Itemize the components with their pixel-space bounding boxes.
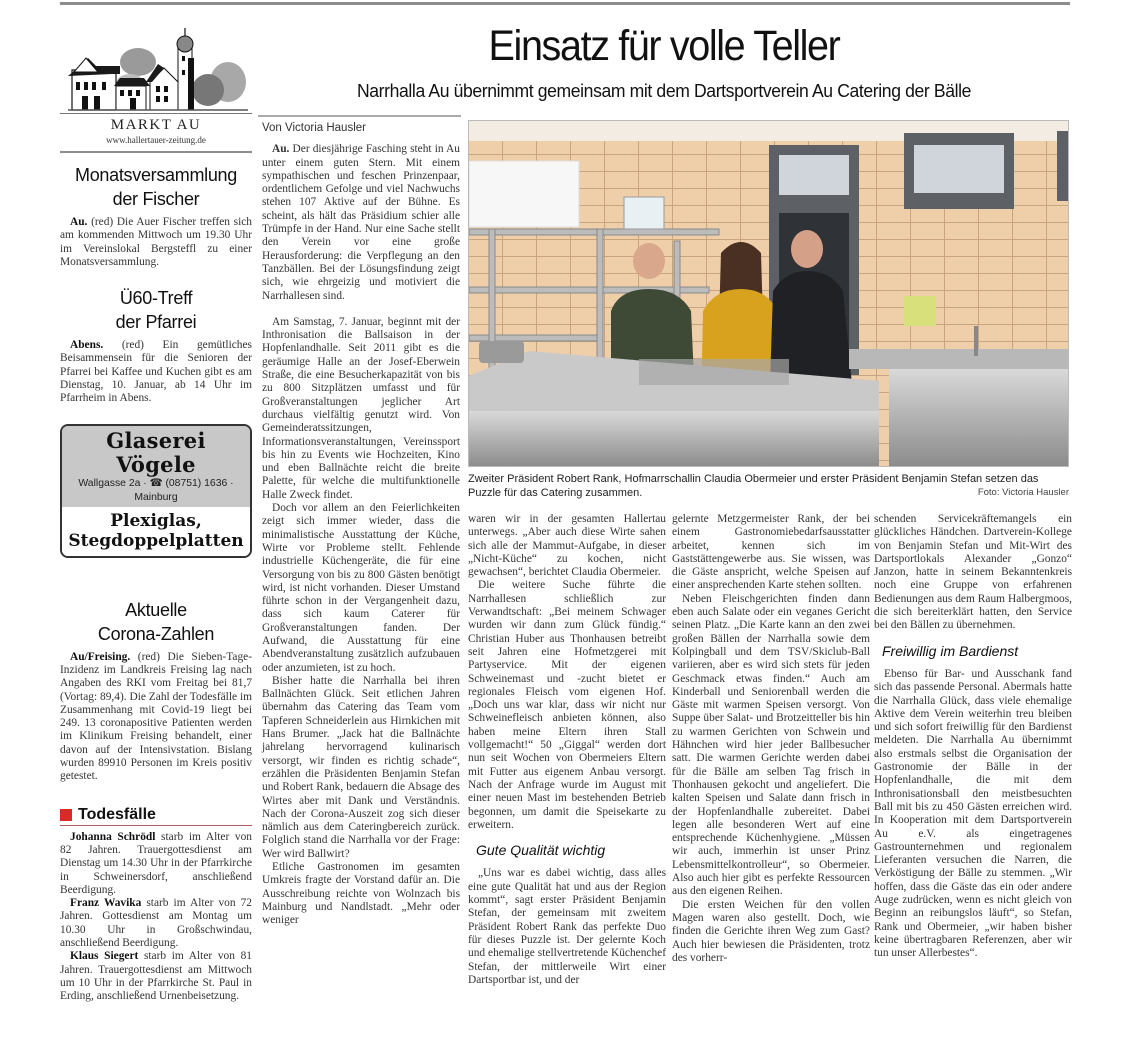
obituaries-title: Todesfälle [60,806,252,826]
section-divider [60,151,252,153]
photo-caption [468,472,1069,500]
paragraph: Etliche Gastronomen im gesamten Umkreis fragte der Vorstand dafür an. Die Ausschreibung reichte von Wolnzach bis Mainburg und Nandlstadt. „Mehr oder weniger [262,861,460,927]
paragraph: Ebenso für Bar- und Ausschank fand sich das passende Personal. Abermals hatte die Narrhalla Glück, dass viele ehemalige Aktive dem Verein weiterhin treu bleiben und sich sofort freiwillig für den Bardienst meldeten. Die Narrhalla Au übernimmt also erstmals selbst die Organisation der Gastronomie der Bälle in der Hopfenlandhalle, die mit dem Inthronisationsball den meistbesuchten Ball mit bis zu 450 Gästen erreichen wird. In Kooperation mit dem Dartsportverein Au e.V. als eingetragenes Gastrounternehmen und regionalem Lieferanten versuchen die Narren, die Verköstigung der Bälle zu stemmen. „Wir hoffen, dass die Gäste das ein oder andere Auge zudrücken, wenn es nicht gleich von Beginn an reibungslos läuft“, so Stefan, Rank und Obermeier, „wir haben bisher keine übertragbaren Referenzen, aber wir tun unser Allerbestes“. [874,667,1072,960]
left-column [60,10,252,1004]
brief-title: Ü60-Treff der Pfarrei [115,288,197,333]
article-subheadline: Narrhalla Au übernimmt gemeinsam mit dem Dartsportverein Au Catering der Bälle [356,80,972,101]
ad-product-1: Plexiglas, [110,510,202,531]
obituary-entry: Klaus Siegert starb im Alter von 81 Jahren. Trauergottesdienst am Mittwoch um 10 Uhr in der Pfarrkirche St. Paul in Erding, anschließend Urnenbeisetzung. [60,950,252,1003]
article-photo[interactable] [468,120,1069,467]
paragraph: Die ersten Weichen für den vollen Magen waren also gestellt. Doch, wie finden die Gerichte ihren Weg zum Gast? Auch hier bewiesen die Präsidenten, trotz des vorherr- [672,898,870,964]
ad-address: Wallgasse 2a · ☎ (08751) 1636 · Mainburg [78,477,234,503]
logo-divider [60,113,252,114]
brief-title: Aktuelle Corona-Zahlen [97,599,215,644]
ad-company: Glaserei Vögele [106,427,206,477]
article-column-3 [672,513,870,965]
paragraph: Neben Fleischgerichten finden dann eben auch Salate oder ein veganes Gericht seinen Platz. „Die Karte kann an den zwei großen Bällen der Narrhalla sowie dem Kolpingball und dem TSV/Skiclub-Ball variieren, aber es wird sich stets für jeden Geschmack etwas finden.“ Auch am Kinderball und Seniorenball werden die Gäste mit warmen Speisen versorgt. Von Suppe über Salat- und Brotzeitteller bis hin zu warmen Gerichten von Schwein und Hähnchen wird hier jeder Ballbesucher satt. Die warmen Gerichte werden dabei für die Bälle am selben Tag frisch in Thonhausen gekocht und angeliefert. Die kalten Speisen und Salate dann frisch in der Hopfenlandhalle zubereitet. Dabei legen alle besonderen Wert auf eine entsprechende Küchenhygiene. „Müssen wir auch, immerhin ist unser Prinz Lebensmittelkontrolleur“, so Obermeier. Also auch hier gibt es perfekte Ressourcen aus den eigenen Reihen. [672,592,870,898]
brief-corona [60,598,252,784]
ad-body [62,507,250,556]
paragraph: Bisher hatte die Narrhalla bei ihren Ballnächten Glück. Seit etlichen Jahren übernahm das Catering das Team vom Tapferen Schneiderlein aus Hirnkichen mit Hans Brumer. „Jack hat die Ballnächte jahrelang hervorragend kulinarisch versorgt, wir finden es richtig schade“, erzählen die Präsidenten Benjamin Stefan und Robert Rank, bedauern die Absage des Wirtes aber mit Dank und Verständnis. Nach der Corona-Auszeit zog sich dieser nämlich aus dem Cateringbereich zurück. Folglich stand die Narrhalla vor der Frage: Wer wird Ballwirt? [262,674,460,860]
paragraph: Doch vor allem an den Feierlichkeiten zeigt sich immer wieder, dass die minimalistische Ausstattung der Küche, Wirte vor Probleme stellt. Fehlende industrielle Küchengeräte, die für eine Versorgung von bis zu 800 Gästen benötigt wird, ist nicht vorhanden. Dieser Umstand führte schon in der Vergangenheit dazu, dass sich kaum Caterer für Großveranstaltungen fanden. Der Aufwand, die Ausstattung für eine Abendveranstaltung zusätzlich aufzubauen oder anzumieten, ist zu hoch. [262,502,460,674]
photo-credit: Foto: Victoria Hausler [977,487,1069,498]
brief-body: Au. (red) Die Auer Fischer treffen sich am kommenden Mittwoch um 19.30 Uhr im Vereinslokal Bergsteffl zu einer Monatsversammlung. [60,216,252,268]
red-square-icon [60,809,72,821]
article-column-2 [468,513,666,987]
article-column-4 [874,513,1072,961]
obituaries [60,806,252,1004]
paragraph: „Uns war es dabei wichtig, dass alles eine gute Qualität hat und aus der Region kommt“, sagt erster Präsident Benjamin Stefan, der gemeinsam mit zweitem Präsident Robert Rank das perfekte Duo für dieses Puzzle ist. Der gelernte Koch und ehemalige stellvertretende Küchenchef Stefan, der mittlerweile Wirt einer Dartsportbar ist, und der [468,867,666,986]
paragraph: schenden Servicekräftemangels ein glückliches Händchen. Dartverein-Kollege von Benjamin Stefan und Mit-Wirt des Dartsportlokals Alexander „Gonzo“ Janzon, hatte in seinem Bekanntenkreis noch eine Gruppe von erfahrenen Bedienungen aus dem Raum Halbergmoos, die sich bereiterklärt hatten, den Service bei den Bällen zu übernehmen. [874,513,1072,632]
top-rule [60,2,1070,5]
column-rule [258,115,461,117]
caption-text: Zweiter Präsident Robert Rank, Hofmarrschallin Claudia Obermeier und erster Präsident Benjamin Stefan setzen das Puzzle für das Catering zusammen. [468,473,1039,499]
brief-fischer [60,163,252,269]
paragraph: Am Samstag, 7. Januar, beginnt mit der Inthronisation die Ballsaison in der Hopfenlandhalle. Seit 2011 gibt es die geräumige Halle an der Josef-Eberwein Straße, die eine Besucherkapazität von bis zu 800 Sitzplätzen umfasst und für Großveranstaltungen jeglicher Art durchaus vielfältig genutzt wird. Von Gemeinderatssitzungen, Informationsveranstaltungen, Vereinssport bis hin zu Events wie Hochzeiten, Kino und eben Ballnächte reicht die breite Palette, für welche die multifunktionelle Halle Zweck findet. [262,315,460,501]
brief-body: Abens. (red) Ein gemütliches Beisammensein für die Senioren der Pfarrei bei Kaffee und Kuchen gibt es am Dienstag, 10. Januar, ab 14 Uhr im Pfarrheim in Abens. [60,339,252,405]
article-headline: Einsatz für volle Teller [488,22,840,70]
subheading: Gute Qualität wichtig [476,842,606,859]
kitchen-photo-icon [469,121,1069,467]
paragraph: Die weitere Suche führte die Narrhallesen schließlich zur Verwandtschaft: „Bei meinem Schwager wurden wir dann zum Glück fündig.“ Christian Huber aus Thonhausen betreibt seit Jahren eine Hofmetzgerei mit Partyservice. Mit der eigenen Schweinemast und -zucht bietet er regionales Fleisch vom eigenen Hof. „Doch uns war klar, dass wir nicht nur Schweinefleisch anbieten können, also haben meine Eltern ihren Stall vollgemacht!“ 50 „Giggal“ werden dort nun seit Wochen von Obermeiers Eltern mit Futter aus eigenem Anbau versorgt. Nach der Anfrage wurde im August mit einer neuen Mast im bestehenden Betrieb begonnen, um damit die Speisekarte zu erweitern. [468,579,666,831]
subheading: Freiwillig im Bardienst [882,642,1019,659]
obituary-entry: Johanna Schrödl starb im Alter von 82 Jahren. Trauergottesdienst am Dienstag um 14.30 Uhr in der Pfarrkirche in Schweinersdorf, anschließend Beerdigung. [60,830,252,896]
article-column-1 [262,122,460,928]
section-logo [60,10,252,115]
town-skyline-icon [68,24,248,114]
brief-title: Monatsversammlung der Fischer [75,165,237,209]
ad-product-2: Stegdoppelplatten [68,530,244,551]
paragraph: gelernte Metzgermeister Rank, der bei einem Gastronomiebedarfsausstatter arbeitet, kennen sich im Gaststättengewerbe aus. Sie wissen, was die Gäste anspricht, welche Speisen auf einer ansprechenden Karte stehen sollten. [672,513,870,592]
brief-ue60 [60,286,252,405]
brief-body: Au/Freising. (red) Die Sieben-Tage-Inzidenz im Landkreis Freising lag nach Angaben des RKI vom Freitag bei 81,7 (Vortag: 89,4). Die Zahl der Todesfälle im Zusammenhang mit Covid-19 liegt bei 249. 13 coronapositive Patienten werden im Klinikum Freising behandelt, einer davon auf der Intensivstation. Bislang wurden 89910 Personen im Kreis positiv getestet. [60,650,252,783]
obituary-entry: Franz Wavika starb im Alter von 72 Jahren. Gottesdienst am Montag um 10.30 Uhr in Großschwindau, anschließend Beerdigung. [60,897,252,950]
advertisement-glaserei[interactable] [60,424,252,558]
byline: Von Victoria Hausler [262,122,366,134]
paragraph: Au. Der diesjährige Fasching steht in Au unter einem guten Stern. Mit einem sympathischen und feschen Prinzenpaar, ordentlichem Gefolge und viel Nachwuchs stehen 107 Aktive auf der Bühne. Es scheint, als hält das Präsidium schier alle Trümpfe in der Hand. Nur eine Sache stellt den Verein vor eine große Herausforderung: die Verpflegung an den Tanzbällen. Bei der Lösungsfindung zeigt sich, wie ehrgeizig und motiviert die Narrhallesen sind. [262,143,460,302]
paragraph: waren wir in der gesamten Hallertau unterwegs. „Aber auch diese Wirte sahen sich alle der Mammut-Aufgabe, in dieser „Nicht-Küche“ zu kochen, nicht gewachsen“, berichtet Claudia Obermeier. [468,513,666,579]
site-url[interactable]: www.hallertauer-zeitung.de [106,135,206,145]
section-name: MARKT AU [110,117,202,133]
ad-header [62,426,250,507]
